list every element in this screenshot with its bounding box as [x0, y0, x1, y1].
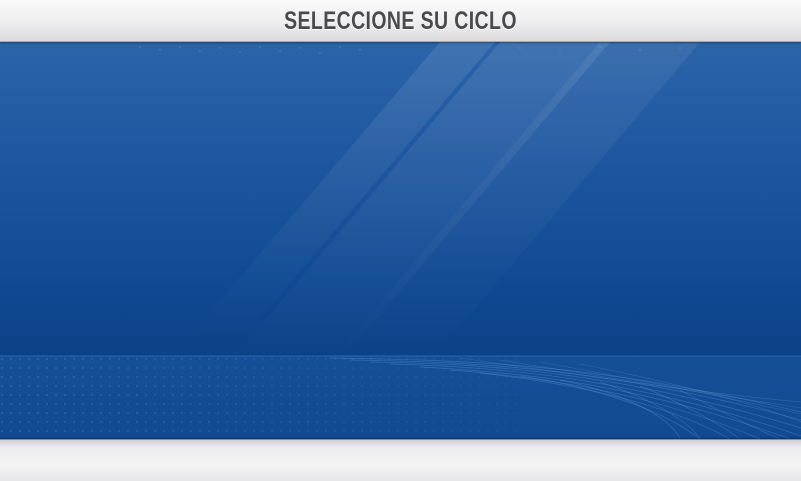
cycle-selection-panel	[0, 42, 801, 439]
footer-bar	[0, 439, 801, 481]
header-bar	[0, 0, 801, 42]
panel-background-graphic	[0, 42, 801, 439]
page-title: SELECCIONE SU CICLO	[284, 7, 517, 35]
